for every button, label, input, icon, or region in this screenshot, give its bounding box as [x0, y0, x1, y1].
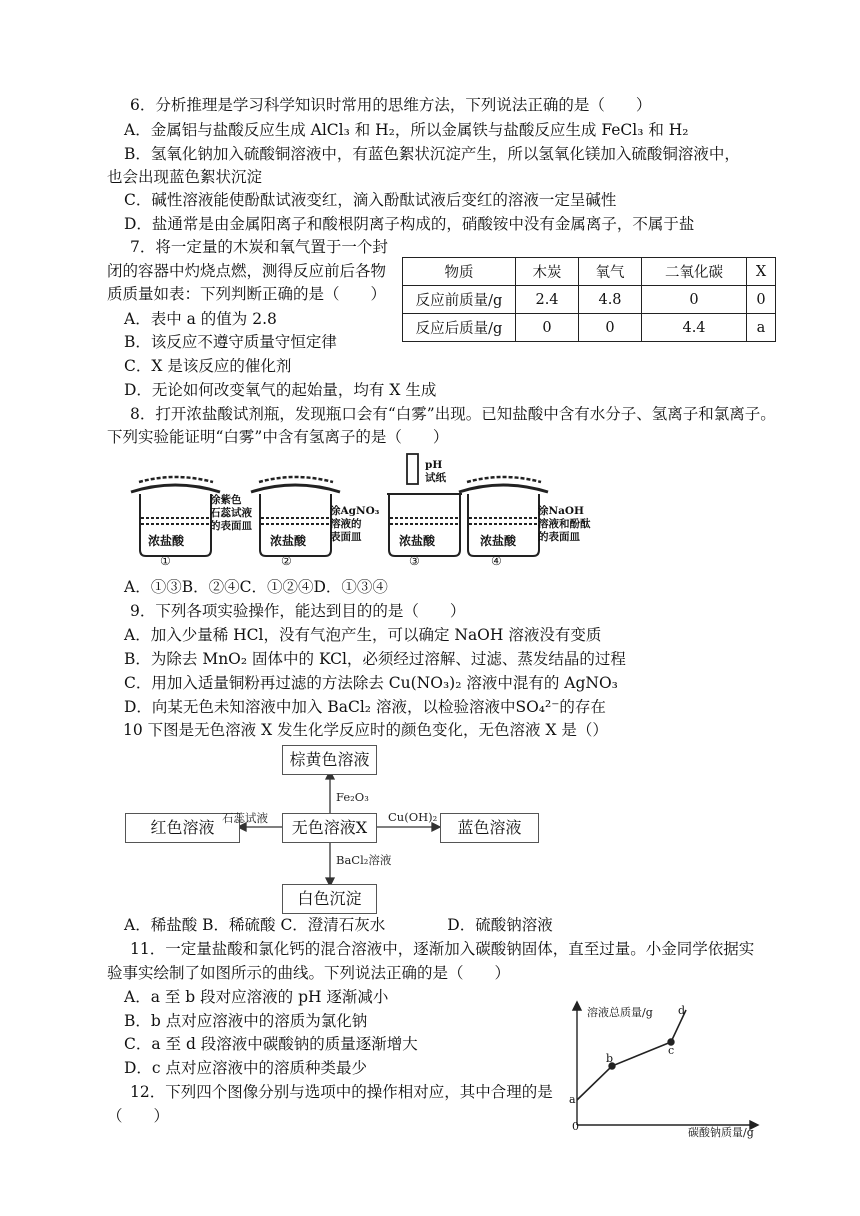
q7-stem-line3: 质质量如表：下列判断正确的是（ ）: [107, 285, 387, 303]
point-d-label: d: [678, 1004, 686, 1017]
q8-stem-line2: 下列实验能证明“白雾”中含有氢离子的是（ ）: [107, 428, 449, 446]
q11-stem-line2: 验事实绘制了如图所示的曲线。下列说法正确的是（ ）: [107, 964, 511, 982]
q7-option-a: A．表中 a 的值为 2.8: [124, 310, 277, 328]
q9-option-a: A．加入少量稀 HCl，没有气泡产生，可以确定 NaOH 溶液没有变质: [124, 626, 602, 644]
q12-stem: 12．下列四个图像分别与选项中的操作相对应，其中合理的是: [130, 1083, 553, 1101]
note-line: 涂AgNO₃: [330, 505, 380, 517]
q11-option-b: B．b 点对应溶液中的溶质为氯化钠: [124, 1012, 368, 1030]
q9-option-d: D．向某无色未知溶液中加入 BaCl₂ 溶液，以检验溶液中SO₄²⁻的存在: [124, 698, 606, 716]
beaker-1-acid-label: 浓盐酸: [148, 534, 185, 548]
q6-option-b-line1: B．氢氧化钠加入硫酸铜溶液中，有蓝色絮状沉淀产生，所以氢氧化镁加入硫酸铜溶液中，: [124, 145, 740, 163]
q9-stem: 9．下列各项实验操作，能达到目的的是（ ）: [130, 602, 466, 620]
graph-ylabel: 溶液总质量/g: [587, 1006, 653, 1019]
q6-option-b-line2: 也会出现蓝色絮状沉淀: [107, 168, 263, 186]
note-line: 表面皿: [330, 531, 362, 543]
q10-stem: 10 下图是无色溶液 X 发生化学反应时的颜色变化，无色溶液 X 是（）: [123, 721, 608, 739]
table-cell: 反应前质量/g: [403, 286, 516, 314]
note-line: pH: [425, 459, 443, 471]
q7-option-c: C．X 是该反应的催化剂: [124, 357, 292, 375]
table-cell: 反应后质量/g: [403, 314, 516, 342]
note-line: 的表面皿: [538, 531, 580, 543]
q7-stem-line2: 闭的容器中灼烧点燃，测得反应前后各物: [107, 262, 387, 280]
beaker-3-number: ③: [409, 554, 420, 568]
table-header-cell: 物质: [403, 258, 516, 286]
y-axis-arrow: [573, 1002, 581, 1010]
reagent-right-label: Cu(OH)₂: [388, 810, 438, 824]
note-line: 溶液的: [330, 518, 362, 530]
beaker-1-number: ①: [160, 554, 171, 568]
q9-option-c: C．用加入适量铜粉再过滤的方法除去 Cu(NO₃)₂ 溶液中混有的 AgNO₃: [124, 674, 618, 692]
table-header-cell: 木炭: [516, 258, 579, 286]
q11-option-d: D．c 点对应溶液中的溶质种类最少: [124, 1059, 368, 1077]
note-line: 涂NaOH: [538, 505, 584, 517]
point-c-label: c: [668, 1044, 675, 1057]
table-cell: 2.4: [516, 286, 579, 314]
graph-origin: 0: [572, 1120, 579, 1133]
table-cell: 0: [747, 286, 776, 314]
q11-option-c: C．a 至 d 段溶液中碳酸钠的质量逐渐增大: [124, 1035, 418, 1053]
graph-xlabel: 碳酸钠质量/g: [688, 1126, 754, 1139]
table-cell: 4.4: [642, 314, 747, 342]
q8-stem-line1: 8．打开浓盐酸试剂瓶，发现瓶口会有“白雾”出现。已知盐酸中含有水分子、氢离子和氯离子。: [130, 405, 776, 423]
q6-stem: 6．分析推理是学习科学知识时常用的思维方法，下列说法正确的是（ ）: [130, 96, 652, 114]
q7-stem-line1: 7．将一定量的木炭和氧气置于一个封: [130, 238, 388, 256]
q6-option-d: D．盐通常是由金属阳离子和酸根阴离子构成的，硝酸铵中没有金属离子，不属于盐: [124, 215, 695, 233]
q10-options: A．稀盐酸 B．稀硫酸 C．澄清石灰水 D．硫酸钠溶液: [124, 916, 553, 934]
q11-graph: [560, 1000, 760, 1135]
flow-center-box: 无色溶液X: [282, 813, 377, 843]
reagent-top-label: Fe₂O₃: [336, 790, 369, 804]
q9-option-b: B．为除去 MnO₂ 固体中的 KCl，必须经过溶解、过滤、蒸发结晶的过程: [124, 650, 626, 668]
flow-top-box: 棕黄色溶液: [282, 745, 377, 775]
flow-bottom-box: 白色沉淀: [282, 884, 377, 914]
note-line: 的表面皿: [210, 520, 252, 532]
table-header-cell: 二氧化碳: [642, 258, 747, 286]
q11-option-a: A．a 至 b 段对应溶液的 pH 逐渐减小: [124, 988, 389, 1006]
note-line: 石蕊试液: [210, 507, 252, 519]
table-cell: 0: [642, 286, 747, 314]
reagent-left-label: 石蕊试液: [222, 811, 268, 825]
note-line: 试纸: [425, 472, 446, 484]
note-line: 溶液和酚酞: [538, 518, 591, 530]
q12-paren: （ ）: [107, 1107, 170, 1125]
beaker-3-acid-label: 浓盐酸: [399, 534, 436, 548]
beaker-2-acid-label: 浓盐酸: [270, 534, 307, 548]
table-header-cell: X: [747, 258, 776, 286]
beaker-2-number: ②: [281, 554, 292, 568]
q6-option-c: C．碱性溶液能使酚酞试液变红，滴入酚酞试液后变红的溶液一定呈碱性: [124, 191, 617, 209]
q8-options: A．①③B．②④C．①②④D．①③④: [124, 578, 388, 596]
table-cell: 4.8: [579, 286, 642, 314]
point-b-label: b: [606, 1052, 614, 1065]
beaker-4-acid-label: 浓盐酸: [480, 534, 517, 548]
q7-option-d: D．无论如何改变氧气的起始量，均有 X 生成: [124, 381, 437, 399]
q6-option-a: A．金属铝与盐酸反应生成 AlCl₃ 和 H₂，所以金属铁与盐酸反应生成 FeCl₃ 和 H₂: [124, 121, 689, 139]
q7-option-b: B．该反应不遵守质量守恒定律: [124, 333, 337, 351]
beaker-4-number: ④: [491, 554, 502, 568]
table-cell: 0: [579, 314, 642, 342]
table-header-cell: 氧气: [579, 258, 642, 286]
point-a-label: a: [569, 1093, 576, 1106]
note-line: 涂紫色: [210, 494, 242, 506]
table-cell: 0: [516, 314, 579, 342]
table-cell: a: [747, 314, 776, 342]
flow-right-box: 蓝色溶液: [440, 813, 539, 843]
flow-left-box: 红色溶液: [125, 813, 240, 843]
q11-stem-line1: 11．一定量盐酸和氯化钙的混合溶液中，逐渐加入碳酸钠固体，直至过量。小金同学依据实: [130, 940, 755, 958]
reagent-bottom-label: BaCl₂溶液: [336, 853, 392, 867]
